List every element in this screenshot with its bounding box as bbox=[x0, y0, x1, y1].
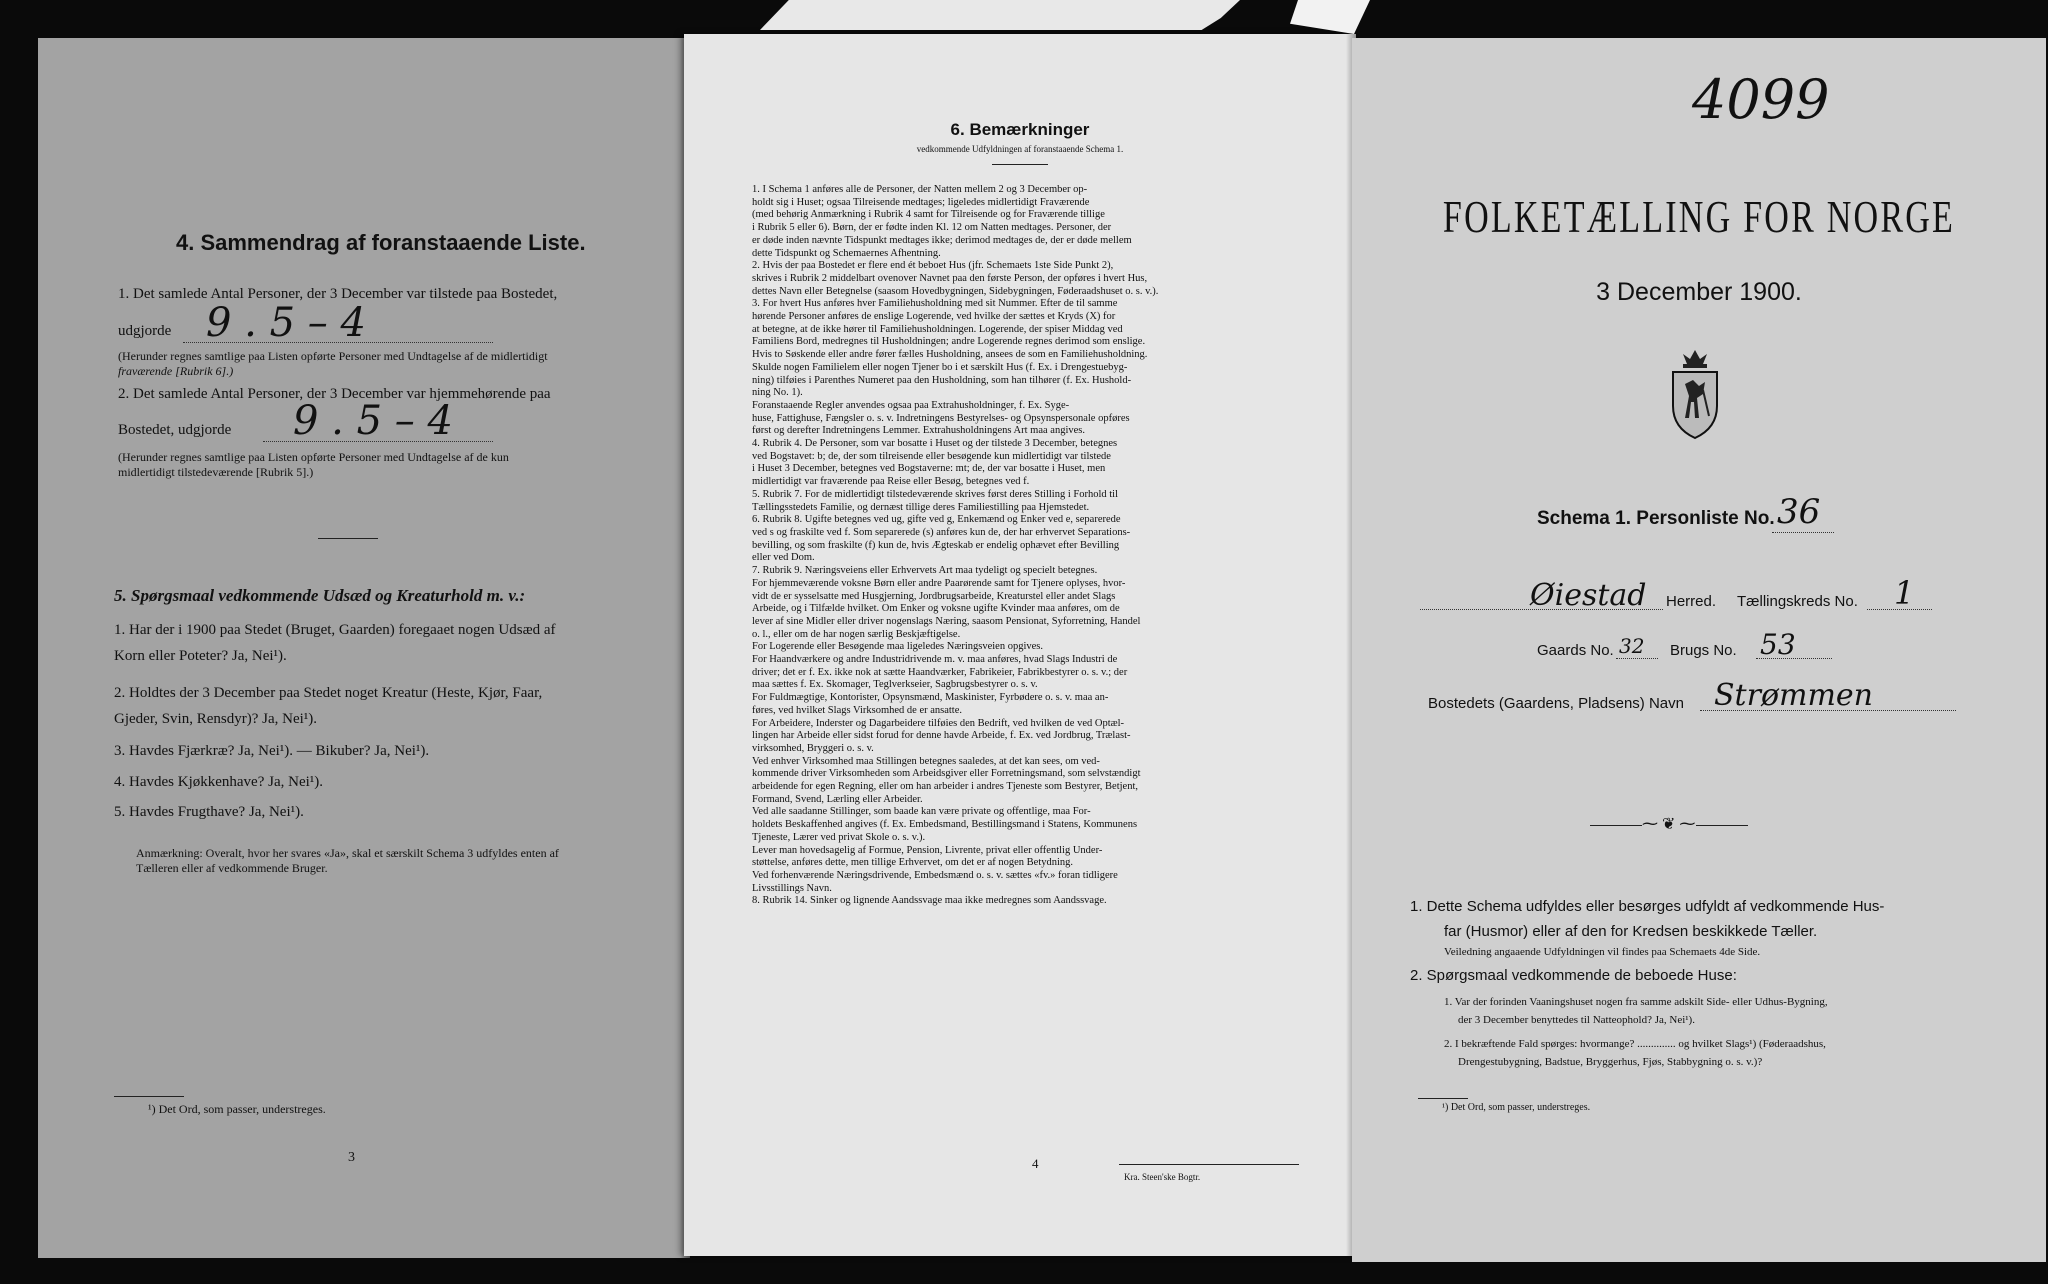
remark-line: Familiens Bord, medregnes til Husholdningen; andre Logerende regnes derimod som enslige. bbox=[752, 336, 1146, 348]
remark-line: i Rubrik 5 eller 6). Børn, der er fødte inden Kl. 12 om Natten medtages. Personer, der bbox=[752, 222, 1112, 234]
kreds-value: 1 bbox=[1894, 574, 1915, 612]
paper-edge-fragment bbox=[760, 0, 1240, 30]
remark-line: o. l., eller om de har nogen særlig Beskjæftigelse. bbox=[752, 628, 961, 640]
brugs-value: 53 bbox=[1760, 628, 1796, 661]
left-page bbox=[38, 38, 690, 1258]
s5-q3: 3. Havdes Fjærkræ? Ja, Nei¹). — Bikuber? Ja, Nei¹). bbox=[114, 743, 430, 759]
divider bbox=[992, 164, 1048, 165]
s4-q1-line2: udgjorde bbox=[118, 323, 172, 339]
s4-q2-line1: 2. Det samlede Antal Personer, der 3 December var hjemmehørende paa bbox=[118, 386, 551, 402]
remark-line: er døde inden nævnte Tidspunkt medtages ikke; derimod medtages de, der er døde mellem bbox=[752, 234, 1132, 246]
remark-line: Tjeneste, Lærer ved privat Skole o. s. v.). bbox=[752, 831, 926, 843]
remark-line: dettes Navn eller Betegnelse (saasom Hovedbygningen, Sidebygningen, Føderaadshuset o. s. v.). bbox=[752, 285, 1159, 297]
remark-line: Skulde nogen Familielem eller nogen Tjener bo i et særskilt Hus (f. Ex. i Drengestuebyg- bbox=[752, 361, 1128, 373]
remark-line: føres, ved hvilket Slags Virksomhed de er ansatte. bbox=[752, 704, 962, 716]
instruction-2-q1-line2: der 3 December benyttedes til Natteophold? Ja, Nei¹). bbox=[1458, 1014, 1695, 1026]
remark-line: 6. Rubrik 8. Ugifte betegnes ved ug, gifte ved g, Enkemænd og Enker ved e, separerede bbox=[752, 514, 1121, 526]
section-4-heading: 4. Sammendrag af foranstaaende Liste. bbox=[176, 230, 586, 255]
remark-line: For Logerende eller Besøgende maa ligeledes Næringsveien opgives. bbox=[752, 641, 1043, 653]
remark-line: først og derefter Indretningens Lemmer. Extrahusholdningens Art maa angives. bbox=[752, 425, 1085, 437]
remark-line: midlertidigt var fraværende paa Reise eller Besøg, betegnes ved f. bbox=[752, 476, 1030, 488]
remark-line: ning) tilføies i Parenthes Numeret paa den Husholdning, som han tilhører (f. Ex. Hushold- bbox=[752, 374, 1132, 386]
remark-line: lingen har Arbeide eller sidst forud for denne havde Arbeide, f. Ex. ved Jordbrug, Trælast- bbox=[752, 730, 1131, 742]
s4-q1-line1: 1. Det samlede Antal Personer, der 3 December var tilstede paa Bostedet, bbox=[118, 286, 558, 302]
remark-line: hørende Personer anføres de enslige Logerende, ved hvilke der sættes et Kryds (X) for bbox=[752, 311, 1116, 323]
dotted-line bbox=[1867, 609, 1932, 610]
instruction-2-heading: 2. Spørgsmaal vedkommende de beboede Huse: bbox=[1410, 967, 1737, 984]
page-number: 3 bbox=[348, 1150, 355, 1165]
s4-q2-note-line2: midlertidigt tilstedeværende [Rubrik 5].) bbox=[118, 465, 314, 479]
gaards-value: 32 bbox=[1619, 634, 1645, 658]
schema-label: Schema 1. Personliste No. bbox=[1537, 508, 1775, 529]
dotted-line bbox=[1420, 609, 1663, 610]
s5-q5: 5. Havdes Frugthave? Ja, Nei¹). bbox=[114, 804, 304, 820]
printer-credit: Kra. Steen'ske Bogtr. bbox=[1124, 1172, 1201, 1182]
remark-line: Hvis to Søskende eller andre fører fælles Husholdning, ansees de som en Familiehusholdning. bbox=[752, 349, 1148, 361]
brugs-label: Brugs No. bbox=[1670, 642, 1737, 659]
s5-q1-line1: 1. Har der i 1900 paa Stedet (Bruget, Gaarden) foregaaet nogen Udsæd af bbox=[114, 622, 556, 638]
herred-value: Øiestad bbox=[1530, 578, 1647, 613]
s4-q1-handwritten-values: 9 . 5 – 4 bbox=[206, 300, 366, 346]
remark-line: dette Tidspunkt og Schemaernes Afhentning. bbox=[752, 247, 941, 259]
remark-line: Lever man hovedsagelig af Formue, Pension, Livrente, privat eller offentlig Under- bbox=[752, 844, 1103, 856]
remark-line: arbeidende for egen Regning, eller om han arbeider i andres Tjeneste som Bestyrer, Betjent, bbox=[752, 781, 1138, 793]
s5-q4: 4. Havdes Kjøkkenhave? Ja, Nei¹). bbox=[114, 774, 324, 790]
annotation-note-line1: Anmærkning: Overalt, hvor her svares «Ja», skal et særskilt Schema 3 udfyldes enten af bbox=[136, 846, 559, 860]
remark-line: 8. Rubrik 14. Sinker og lignende Aandssvage maa ikke medregnes som Aandssvage. bbox=[752, 895, 1107, 907]
instruction-1-line1: 1. Dette Schema udfyldes eller besørges udfyldt af vedkommende Hus- bbox=[1410, 898, 1885, 915]
remark-line: maa sættes f. Ex. Skomager, Teglverkseier, Sagbrugsbestyrer o. s. v. bbox=[752, 679, 1038, 691]
remark-line: ved s og fraskilte ved f. Som separerede (s) anføres kun de, der har erhvervet Separations- bbox=[752, 526, 1131, 538]
schema-number: 36 bbox=[1777, 492, 1821, 532]
remark-line: ning No. 1). bbox=[752, 387, 803, 399]
ornament-rule bbox=[1696, 825, 1748, 826]
ornament-icon: ⁓ ❦ ⁓ bbox=[1642, 816, 1696, 833]
remark-line: driver; det er f. Ex. ikke nok at sætte Haandværker, Fabrikeier, Fabrikbestyrer o. s. v.; der bbox=[752, 666, 1128, 678]
remark-line: holdets Beskaffenhed angives (f. Ex. Embedsmand, Bestillingsmand i Statens, Kommunens bbox=[752, 819, 1138, 831]
census-title: FOLKETÆLLING FOR NORGE bbox=[1442, 191, 1956, 242]
divider bbox=[318, 538, 378, 539]
remark-line: Ved alle saadanne Stillinger, som baade kan være private og offentlige, maa For- bbox=[752, 806, 1091, 818]
remark-line: kommende driver Virksomheden som Arbeidsgiver eller Forretningsmand, som selvstændigt bbox=[752, 768, 1141, 780]
dotted-line bbox=[183, 342, 493, 343]
middle-page bbox=[684, 34, 1356, 1256]
gaards-label: Gaards No. bbox=[1537, 642, 1614, 659]
coat-of-arms-icon bbox=[1665, 348, 1725, 440]
paper-edge-fragment bbox=[1290, 0, 1370, 34]
s4-q1-note-line2: fraværende [Rubrik 6].) bbox=[118, 364, 234, 378]
instruction-1-note: Veiledning angaaende Udfyldningen vil findes paa Schemaets 4de Side. bbox=[1444, 946, 1761, 958]
remark-line: Arbeide, og i Tilfælde hvilket. Om Enker og voksne ugifte Kvinder maa anføres, om de bbox=[752, 603, 1120, 615]
bosted-value: Strømmen bbox=[1714, 678, 1873, 713]
remark-line: skrives i Rubrik 2 middelbart ovenover Navnet paa den første Person, der opføres i hvert Hus, bbox=[752, 272, 1148, 284]
dotted-line bbox=[1772, 532, 1834, 533]
remark-line: Ved forhenværende Næringsdrivende, Embedsmænd o. s. v. sættes «fv.» foran tidligere bbox=[752, 869, 1118, 881]
remark-line: (med behørig Anmærkning i Rubrik 4 samt for Tilreisende og for Fraværende tillige bbox=[752, 209, 1105, 221]
remark-line: Formand, Svend, Lærling eller Arbeider. bbox=[752, 793, 923, 805]
remark-line: 7. Rubrik 9. Næringsveiens eller Erhvervets Art maa tydeligt og specielt betegnes. bbox=[752, 565, 1098, 577]
remark-line: 5. Rubrik 7. For de midlertidigt tilstedeværende skrives først deres Stilling i Forhold til bbox=[752, 488, 1119, 500]
footnote: ¹) Det Ord, som passer, understreges. bbox=[1442, 1102, 1591, 1113]
s5-q2-line2: Gjeder, Svin, Rensdyr)? Ja, Nei¹). bbox=[114, 711, 318, 727]
s4-q2-line2: Bostedet, udgjorde bbox=[118, 422, 232, 438]
bosted-label: Bostedets (Gaardens, Pladsens) Navn bbox=[1428, 695, 1684, 712]
remark-line: For Arbeidere, Inderster og Dagarbeidere tilføies den Bedrift, ved hvilken de ved Optæl- bbox=[752, 717, 1125, 729]
remark-line: 2. Hvis der paa Bostedet er flere end ét beboet Hus (jfr. Schemaets 1ste Side Punkt 2), bbox=[752, 260, 1114, 272]
printer-rule bbox=[1119, 1164, 1299, 1165]
instruction-1-line2: far (Husmor) eller af den for Kredsen beskikkede Tæller. bbox=[1444, 923, 1818, 940]
remark-line: Livsstillings Navn. bbox=[752, 882, 832, 894]
remarks-text bbox=[752, 184, 1327, 908]
remark-line: Ved enhver Virksomhed maa Stillingen betegnes saaledes, at det kan sees, om ved- bbox=[752, 755, 1100, 767]
remark-line: 4. Rubrik 4. De Personer, som var bosatte i Huset og der tilstede 3 December, betegnes bbox=[752, 438, 1118, 450]
herred-label: Herred. bbox=[1666, 593, 1717, 610]
dotted-line bbox=[1700, 710, 1956, 711]
s4-q2-handwritten-values: 9 . 5 – 4 bbox=[293, 398, 453, 444]
remark-line: 1. I Schema 1 anføres alle de Personer, der Natten mellem 2 og 3 December op- bbox=[752, 184, 1088, 195]
footnote-rule bbox=[114, 1096, 184, 1097]
dotted-line bbox=[263, 441, 493, 442]
remark-line: 3. For hvert Hus anføres hver Familiehusholdning med sit Nummer. Efter de til samme bbox=[752, 298, 1118, 310]
footnote: ¹) Det Ord, som passer, understreges. bbox=[148, 1102, 326, 1116]
kreds-label: Tællingskreds No. bbox=[1737, 593, 1858, 610]
s5-q2-line1: 2. Holdtes der 3 December paa Stedet noget Kreatur (Heste, Kjør, Faar, bbox=[114, 685, 543, 701]
page-number: 4 bbox=[1032, 1156, 1039, 1171]
remark-line: støttelse, anføres dette, men tillige Erhvervet, om det er af nogen Betydning. bbox=[752, 857, 1074, 869]
remark-line: For Haandværkere og andre Industridrivende m. v. maa anføres, hvad Slags Industri de bbox=[752, 654, 1118, 666]
s5-q1-line2: Korn eller Poteter? Ja, Nei¹). bbox=[114, 648, 287, 664]
annotation-note-line2: Tælleren eller af vedkommende Bruger. bbox=[136, 861, 328, 875]
remark-line: vidt de er sysselsatte med Husgjerning, Jordbrugsarbeide, Kreaturstel eller andet Slags bbox=[752, 590, 1116, 602]
remark-line: at betegne, at de ikke hører til Familiehusholdningen. Logerende, der spiser Middag ved bbox=[752, 323, 1123, 335]
footnote-rule bbox=[1418, 1098, 1468, 1099]
remarks-heading: 6. Bemærkninger bbox=[950, 120, 1090, 139]
census-date: 3 December 1900. bbox=[1596, 278, 1802, 306]
remark-line: i Huset 3 December, betegnes ved Bogstaverne: mt; de, der var bosatte i Huset, men bbox=[752, 463, 1106, 475]
remark-line: huse, Fattighuse, Fængsler o. s. v. Indretningens Bestyrelses- og Opsynspersonale opføres bbox=[752, 412, 1130, 424]
remark-line: ved Bogstavet: b; de, der som tilreisende eller besøgende kun midlertidigt var tilstede bbox=[752, 450, 1111, 462]
remark-line: Foranstaaende Regler anvendes ogsaa paa Extrahusholdninger, f. Ex. Syge- bbox=[752, 399, 1070, 411]
remark-line: lever af sine Midler eller driver nogenslags Næring, saasom Pensionat, Syforretning, Handel bbox=[752, 615, 1141, 627]
remarks-subheading: vedkommende Udfyldningen af foranstaaende Schema 1. bbox=[916, 144, 1124, 154]
remark-line: virksomhed, Bryggeri o. s. v. bbox=[752, 742, 874, 754]
remark-line: Tællingsstedets Familie, og dernæst tillige deres Familiestilling paa Hjemstedet. bbox=[752, 501, 1090, 513]
archive-number: 4099 bbox=[1692, 68, 1830, 131]
instruction-2-q2-line2: Drengestubygning, Badstue, Bryggerhus, Fjøs, Stabbygning o. s. v.)? bbox=[1458, 1056, 1763, 1068]
remark-line: holdt sig i Huset; ogsaa Tilreisende medtages; ligeledes midlertidigt Fraværende bbox=[752, 196, 1090, 208]
dotted-line bbox=[1756, 658, 1832, 659]
remark-line: bevilling, og som fraskilte (f) kun de, hvis Ægteskab er endelig ophævet efter Bevilling bbox=[752, 539, 1120, 551]
remark-line: For hjemmeværende voksne Børn eller andre Paarørende samt for Tjenere oplyses, hvor- bbox=[752, 577, 1126, 589]
s4-q1-note-line1: (Herunder regnes samtlige paa Listen opførte Personer med Undtagelse af de midlertidigt bbox=[118, 349, 548, 363]
s4-q2-note-line1: (Herunder regnes samtlige paa Listen opførte Personer med Undtagelse af de kun bbox=[118, 450, 509, 464]
instruction-2-q2-line1: 2. I bekræftende Fald spørges: hvormange? .............. og hvilket Slags¹) (Føderaadshus, bbox=[1444, 1038, 1826, 1050]
dotted-line bbox=[1616, 658, 1658, 659]
ornament-rule bbox=[1590, 825, 1642, 826]
remark-line: For Fuldmægtige, Kontorister, Opsynsmænd, Maskinister, Fyrbødere o. s. v. maa an- bbox=[752, 692, 1109, 704]
instruction-2-q1-line1: 1. Var der forinden Vaaningshuset nogen fra samme adskilt Side- eller Udhus-Bygning, bbox=[1444, 996, 1828, 1008]
right-page bbox=[1352, 38, 2046, 1262]
section-5-heading: 5. Spørgsmaal vedkommende Udsæd og Kreaturhold m. v.: bbox=[114, 586, 526, 605]
remark-line: eller ved Dom. bbox=[752, 552, 815, 564]
